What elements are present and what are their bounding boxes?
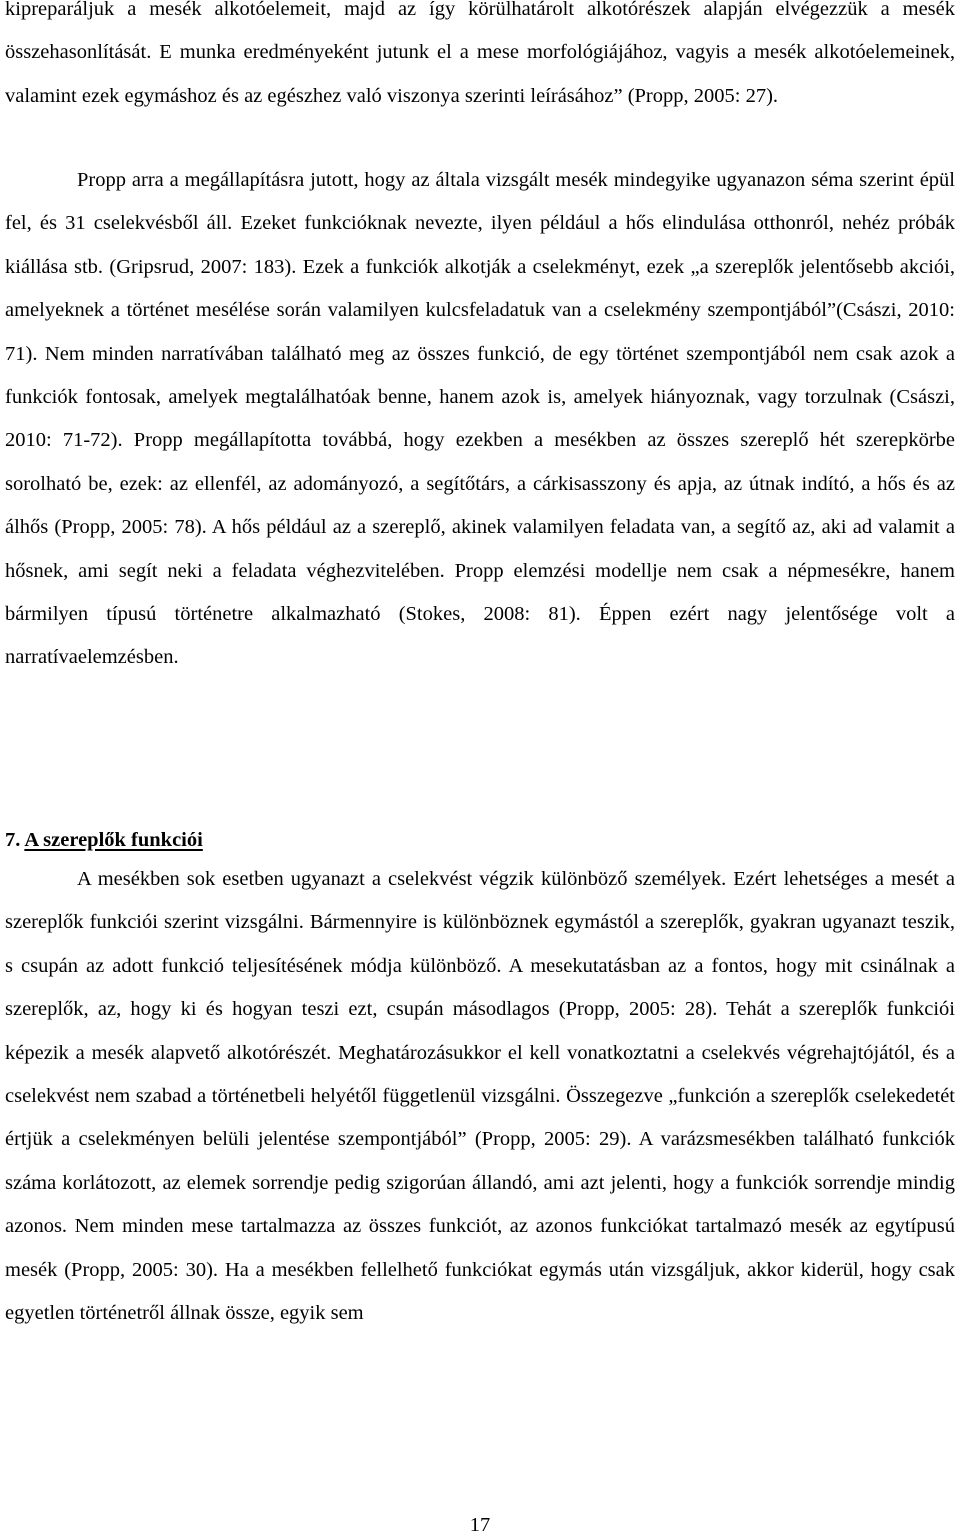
paragraph-propp-functions: Propp arra a megállapításra jutott, hogy az általa vizsgált mesék mindegyike ugyanazon séma szerint épül fel, és 31 cselekvésből áll. Ezeket funkcióknak nevezte, ilyen például a hős elindulása otthonról, nehéz próbák kiállása stb. (Gripsrud, 2007: 183). Ezek a funkciók alkotják a cselekményt, ezek „a szereplők jelentősebb akciói, amelyeknek a történet mesélése során valamilyen kulcsfeladatuk van a cselekmény szempontjából”(Császi, 2010: 71). Nem minden narratívában található meg az összes funkció, de egy történet szempontjából nem csak azok a funkciók fontosak, amelyek megtalálhatóak benne, hanem azok is, amelyek hiányoznak, vagy torzulnak (Császi, 2010: 71-72). Propp megállapította továbbá, hogy ezekben a mesékben az összes szereplő hét szerepkörbe sorolható be, ezek: az ellenfél, az adományozó, a segítőtárs, a cárkisasszony és apja, az útnak indító, a hős és az álhős (Propp, 2005: 78). A hős például az a szereplő, akinek valamilyen feladata van, a segítő az, aki ad valamit a hősnek, ami segít neki a feladata véghezvitelében. Propp elemzési modellje nem csak a népmesékre, hanem bármilyen típusú történetre alkalmazható (Stokes, 2008: 81). Éppen ezért nagy jelentősége volt a narratívaelemzésben.: [5, 169, 955, 669]
section-title: A szereplők funkciói: [24, 829, 203, 851]
section-heading: [5, 825, 203, 855]
paragraph-character-functions: A mesékben sok esetben ugyanazt a cselekvést végzik különböző személyek. Ezért lehetséges a mesét a szereplők funkciói szerint vizsgálni. Bármennyire is különböznek egymástól a szereplők, gyakran ugyanazt teszik, s csupán az adott funkció teljesítésének módja különböző. A mesekutatásban az a fontos, hogy mit csinálnak a szereplők, az, hogy ki és hogyan teszi ezt, csupán másodlagos (Propp, 2005: 28). Tehát a szereplők funkciói képezik a mesék alapvető alkotórészét. Meghatározásukkor el kell vonatkoztatni a cselekvés végrehajtójától, és a cselekvést nem szabad a történetbeli helyétől függetlenül vizsgálni. Összegezve „funkción a szereplők cselekedetét értjük a cselekményen belüli jelentése szempontjából” (Propp, 2005: 29). A varázsmesékben található funkciók száma korlátozott, az elemek sorrendje pedig szigorúan állandó, ami azt jelenti, hogy a funkciók sorrendje mindig azonos. Nem minden mese tartalmazza az összes funkciót, az azonos funkciókat tartalmazó mesék az egytípusú mesék (Propp, 2005: 30). Ha a mesékben fellelhető funkciókat egymás után vizsgáljuk, akkor kiderül, hogy csak egyetlen történetről állnak össze, egyik sem: [5, 868, 955, 1325]
section-number: 7.: [5, 829, 21, 851]
paragraph-continuation: kipreparáljuk a mesék alkotóelemeit, majd az így körülhatárolt alkotórészek alapján elvégezzük a mesék összehasonlítását. E munka eredményeként jutunk el a mese morfológiájához, vagyis a mesék alkotóelemeinek, valamint ezek egymáshoz és az egészhez való viszonya szerinti leírásához” (Propp, 2005: 27).: [5, 0, 955, 107]
page-number: 17: [469, 1514, 491, 1536]
